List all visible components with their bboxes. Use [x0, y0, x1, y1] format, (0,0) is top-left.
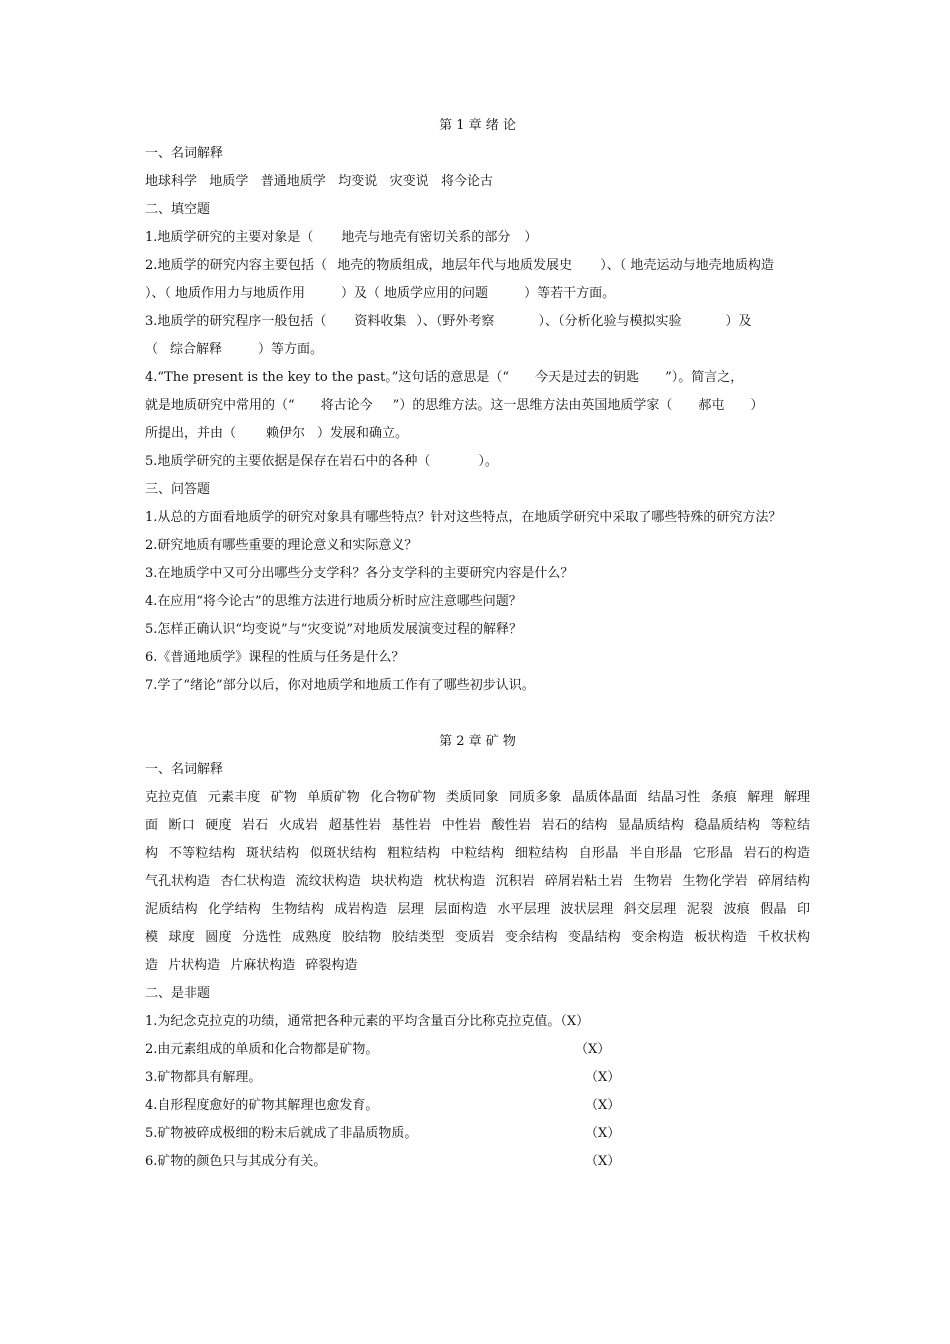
fill-answer: 赖伊尔: [266, 426, 306, 441]
tf-answer: （X）: [575, 1042, 611, 1057]
tf-question-1: 1.为纪念克拉克的功绩，通常把各种元素的平均含量百分比称克拉克值。（X）: [145, 1014, 590, 1029]
fill-question-2: 2.地质学的研究内容主要包括（ 地壳的物质组成，地层年代与地质发展史 ）、（ 地壳运动与地壳地质构造）、（ 地质作用力与地质作用 ）及（ 地质学应用的问题 ）等若干方面。: [145, 258, 774, 301]
ch2-section-tf-title: 二、是非题: [145, 986, 211, 1001]
fill-question-5: 5.地质学研究的主要依据是保存在岩石中的各种（ ）。: [145, 454, 498, 469]
tf-question-2: 2.由元素组成的单质和化合物都是矿物。 （X）: [145, 1042, 611, 1057]
fill-question-4-line-2: 就是地质研究中常用的（“ 将古论今 ”）的思维方法。这一思维方法由英国地质学家（ 郝屯 ）: [145, 398, 764, 413]
tf-answer: （X）: [585, 1126, 621, 1141]
fill-answer: 将古论今: [320, 398, 373, 413]
fill-question-3: 3.地质学的研究程序一般包括（ 资料收集 ）、（野外考察 ）、（分析化验与模拟实验 ）及 （ 综合解释 ）等方面。: [145, 314, 752, 357]
ch1-section-qa-title: 三、问答题: [145, 482, 211, 497]
ch1-section-terms-title: 一、名词解释: [145, 146, 224, 161]
chapter-2-title: 第 2 章 矿 物: [439, 734, 516, 749]
qa-question-6: 6.《普通地质学》课程的性质与任务是什么？: [145, 650, 405, 665]
tf-answer: （X）: [585, 1098, 621, 1113]
tf-question-5: 5.矿物被碎成极细的粉末后就成了非晶质物质。 （X）: [145, 1126, 621, 1141]
fill-answer: 地壳与地壳有密切关系的部分: [341, 230, 511, 245]
tf-question-4: 4.自形程度愈好的矿物其解理也愈发育。 （X）: [145, 1098, 621, 1113]
document-page: [145, 112, 810, 1176]
qa-question-3: 3.在地质学中又可分出哪些分支学科？各分支学科的主要研究内容是什么？: [145, 566, 574, 581]
ch1-section-fill-title: 二、填空题: [145, 202, 211, 217]
chapter-1-title: 第 1 章 绪 论: [439, 118, 516, 133]
ch2-section-terms-title: 一、名词解释: [145, 762, 224, 777]
qa-question-5: 5.怎样正确认识“均变说”与“灾变说”对地质发展演变过程的解释？: [145, 622, 522, 637]
tf-answer: （X）: [585, 1154, 621, 1169]
fill-question-4-line-1: 4.“The present is the key to the past。”这句话的意思是（“ 今天是过去的钥匙 ”）。简言之，: [145, 370, 744, 385]
tf-answer: （X）: [560, 1014, 590, 1029]
qa-question-1: 1.从总的方面看地质学的研究对象具有哪些特点？针对这些特点，在地质学研究中采取了哪些特殊的研究方法？: [145, 510, 782, 525]
fill-answer: 地壳的物质组成，地层年代与地质发展史: [337, 258, 573, 273]
fill-answer: 地质学应用的问题: [384, 286, 489, 301]
qa-question-2: 2.研究地质有哪些重要的理论意义和实际意义？: [145, 538, 418, 553]
fill-answer: 综合解释: [170, 342, 223, 357]
qa-question-4: 4.在应用“将今论古”的思维方法进行地质分析时应注意哪些问题？: [145, 594, 522, 609]
tf-question-6: 6.矿物的颜色只与其成分有关。 （X）: [145, 1154, 621, 1169]
tf-question-3: 3.矿物都具有解理。 （X）: [145, 1070, 621, 1085]
qa-question-7: 7.学了“绪论”部分以后，你对地质学和地质工作有了哪些初步认识。: [145, 678, 535, 693]
fill-answer: 地质作用力与地质作用: [175, 286, 306, 301]
tf-answer: （X）: [585, 1070, 621, 1085]
ch1-terms-list: 地球科学 地质学 普通地质学 均变说 灾变说 将今论古: [145, 174, 493, 189]
ch2-terms-list: 克拉克值 元素丰度 矿物 单质矿物 化合物矿物 类质同象 同质多象 晶质体晶面 结晶习性 条痕 解理 解理面 断口 硬度 岩石 火成岩 超基性岩 基性岩 中性岩 酸性岩 岩石的结构 显晶质结构 稳晶质结构 等粒结构 不等粒结构 斑状结构 似斑状结构 粗粒结构 中粒结构 细粒结构 自形晶 半自形晶 它形晶 岩石的构造 气孔状构造 杏仁状构造 流纹状构造 块状构造 枕状构造 沉积岩 碎屑岩粘土岩 生物岩 生物化学岩 碎屑结构 泥质结构 化学结构 生物结构 成岩构造 层理 层面构造 水平层理 波状层理 斜交层理 泥裂 波痕 假晶 印模 球度 圆度 分选性 成熟度 胶结物 胶结类型 变质岩 变余结构 变晶结构 变余构造 板状构造 千枚状构造 片状构造 片麻状构造 碎裂构造: [145, 790, 810, 973]
fill-answer: 郝屯: [698, 398, 725, 413]
fill-answer: 今天是过去的钥匙: [535, 370, 640, 385]
fill-answer: 地壳运动与地壳地质构造: [630, 258, 774, 273]
fill-question-1: 1.地质学研究的主要对象是（ 地壳与地壳有密切关系的部分 ）: [145, 230, 538, 245]
fill-question-4-line-3: 所提出，并由（ 赖伊尔 ）发展和确立。: [145, 426, 409, 441]
fill-answer: 资料收集: [354, 314, 407, 329]
